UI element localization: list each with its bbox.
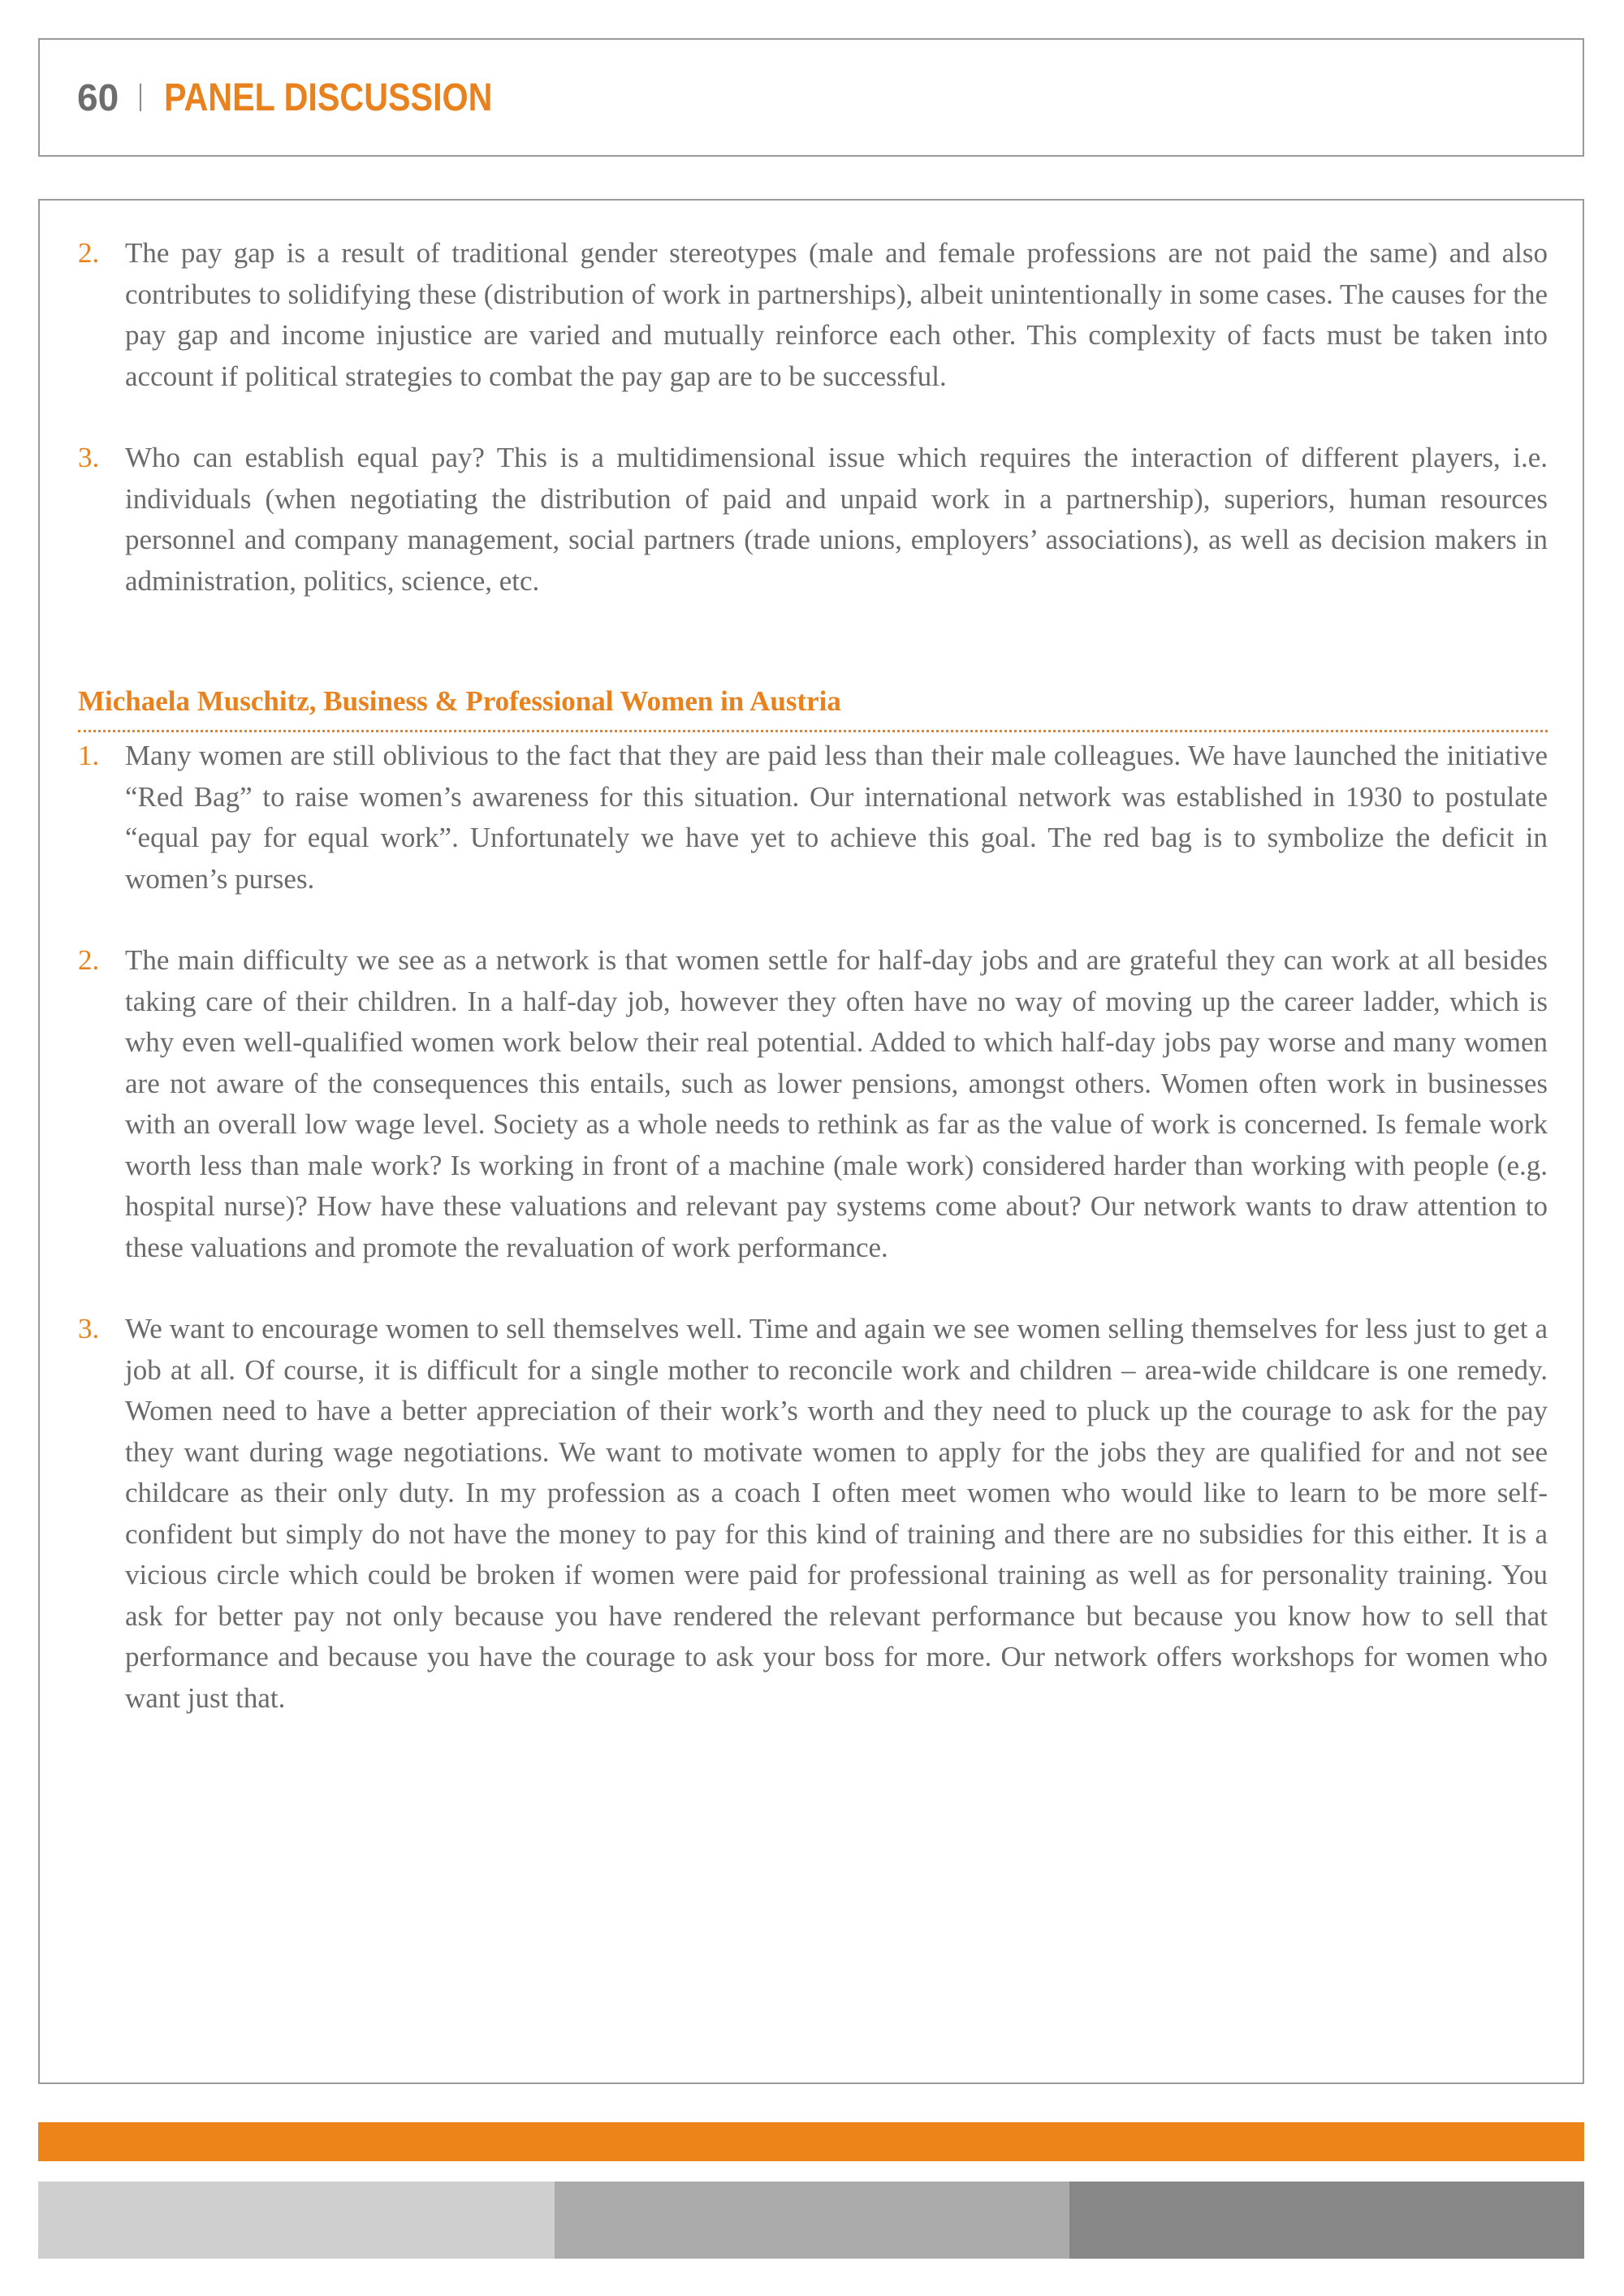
- speaker-heading: Michaela Muschitz, Business & Professional Women in Austria: [78, 685, 841, 717]
- header-divider: [140, 84, 141, 111]
- list-item: [78, 736, 1548, 900]
- item-number: 1.: [78, 740, 100, 771]
- footer-band-light: [38, 2182, 555, 2259]
- item-text: The main difficulty we see as a network is that women settle for half-day jobs and are grateful they can work at all besides taking care of their children. In a half-day job, however they often have no way of moving up the career ladder, which is why even well-qualified women work below their real potential. Added to which half-day jobs pay worse and many women are not aware of the consequences this entails, such as lower pensions, amongst others. Women often work in businesses with an overall low wage level. Society as a whole needs to rethink as far as the value of work is concerned. Is female work worth less than male work? Is working in front of a machine (male work) considered harder than working with people (e.g. hospital nurse)? How have these valuations and relevant pay systems come about? Our network wants to draw attention to these valuations and promote the revaluation of work performance.: [125, 944, 1548, 1263]
- content-panel: [38, 199, 1584, 2084]
- list-item: [78, 438, 1548, 602]
- item-text: Many women are still oblivious to the fact that they are paid less than their male colleagues. We have launched the initiative “Red Bag” to raise women’s awareness for this situation. Our international network was established in 1930 to postulate “equal pay for equal work”. Unfortunately we have yet to achieve this goal. The red bag is to symbolize the deficit in women’s purses.: [125, 740, 1548, 895]
- dotted-divider: [78, 730, 1548, 732]
- item-text: The pay gap is a result of traditional gender stereotypes (male and female professions are not paid the same) and also contributes to solidifying these (distribution of work in partnerships), albeit unintentionally in some cases. The causes for the pay gap and income injustice are varied and mutually reinforce each other. This complexity of facts must be taken into account if political strategies to combat the pay gap are to be successful.: [125, 237, 1548, 392]
- item-number: 2.: [78, 944, 100, 976]
- list-item: [78, 1309, 1548, 1719]
- item-number: 2.: [78, 237, 100, 269]
- page-header: [38, 38, 1584, 157]
- page-number: 60: [77, 76, 119, 119]
- section-title: PANEL DISCUSSION: [164, 76, 493, 119]
- footer-band-dark: [1069, 2182, 1584, 2259]
- list-item: [78, 233, 1548, 397]
- item-number: 3.: [78, 1313, 100, 1344]
- item-text: We want to encourage women to sell themselves well. Time and again we see women selling themselves for less just to get a job at all. Of course, it is difficult for a single mother to reconcile work and children – area-wide childcare is one remedy. Women need to have a better appreciation of their work’s worth and they need to pluck up the courage to ask for the pay they want during wage negotiations. We want to motivate women to apply for the jobs they are qualified for and not see childcare as their only duty. In my profession as a coach I often meet women who would like to learn to be more self-confident but simply do not have the money to pay for this kind of training and there are no subsidies for this either. It is a vicious circle which could be broken if women were paid for professional training as well as for personality training. You ask for better pay not only because you have rendered the relevant performance but because you know how to sell that performance and because you have the courage to ask your boss for more. Our network offers workshops for women who want just that.: [125, 1313, 1548, 1714]
- item-number: 3.: [78, 442, 100, 473]
- list-item: [78, 940, 1548, 1268]
- footer-band-mid: [555, 2182, 1069, 2259]
- item-text: Who can establish equal pay? This is a multidimensional issue which requires the interaction of different players, i.e. individuals (when negotiating the distribution of paid and unpaid work in a partnership), superiors, human resources personnel and company management, social partners (trade unions, employers’ associations), as well as decision makers in administration, politics, science, etc.: [125, 442, 1548, 597]
- footer-accent-bar: [38, 2122, 1584, 2161]
